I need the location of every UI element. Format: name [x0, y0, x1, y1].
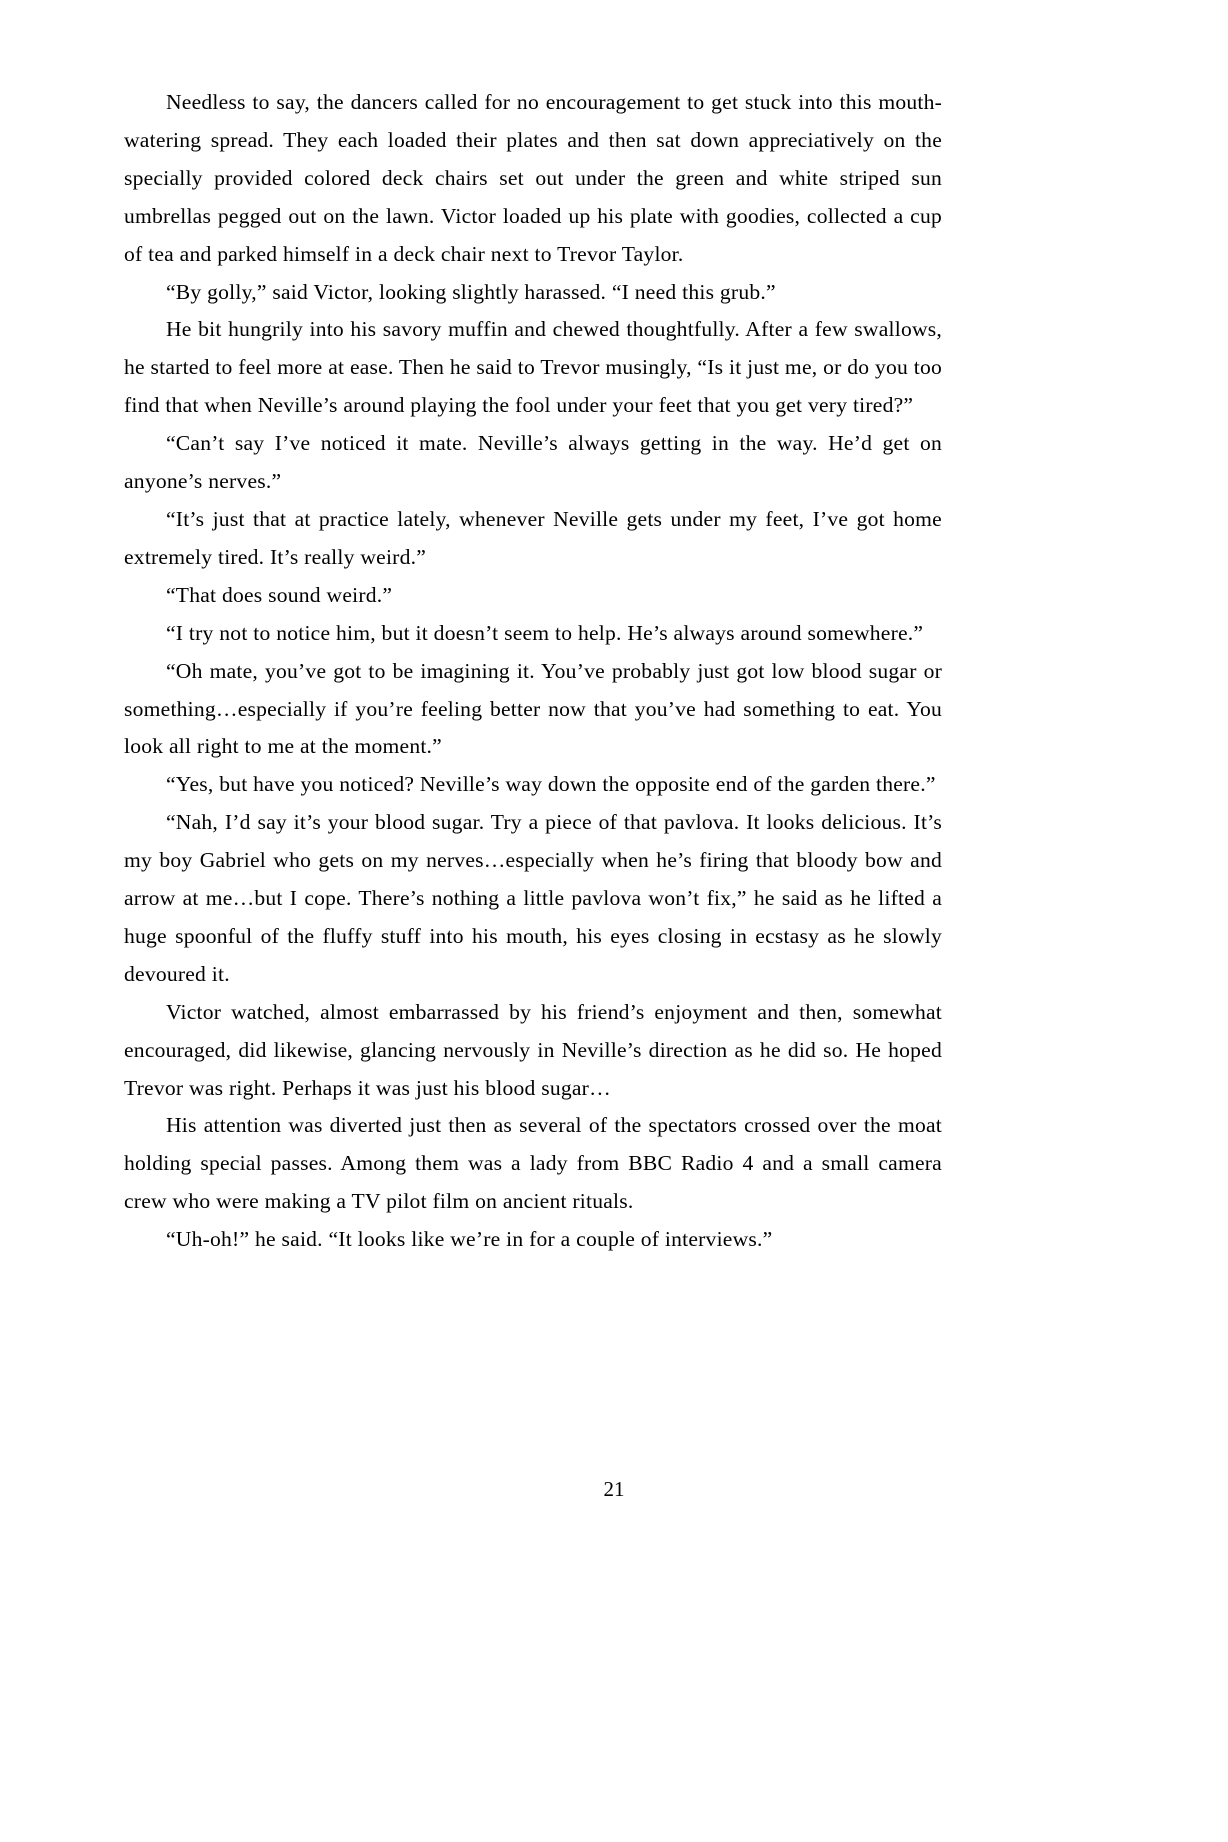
paragraph: “Uh-oh!” he said. “It looks like we’re in for a couple of interviews.” — [166, 1227, 773, 1252]
paragraph: His attention was diverted just then as several of the spectators crossed over the moat holding special passes. Among them was a lady from BBC Radio 4 and a small camera crew who were making a TV pilot film on ancient rituals. — [124, 1113, 942, 1214]
paragraph: “Can’t say I’ve noticed it mate. Neville’s always getting in the way. He’d get on anyone’s nerves.” — [124, 431, 942, 494]
paragraph: “By golly,” said Victor, looking slightly harassed. “I need this grub.” — [166, 279, 776, 304]
paragraph: “I try not to notice him, but it doesn’t seem to help. He’s always around somewhere.” — [166, 620, 924, 645]
paragraph: “Nah, I’d say it’s your blood sugar. Try a piece of that pavlova. It looks delicious. It’s my boy Gabriel who gets on my nerves…especially when he’s firing that bloody bow and arrow at me…but I cope. There’s nothing a little pavlova won’t fix,” he said as he lifted a huge spoonful of the fluffy stuff into his mouth, his eyes closing in ecstasy as he slowly devoured it. — [124, 810, 942, 986]
paragraph: “That does sound weird.” — [166, 582, 393, 607]
paragraph: Needless to say, the dancers called for no encouragement to get stuck into this mouth-watering spread. They each loaded their plates and then sat down appreciatively on the specially provided colored deck chairs set out under the green and white striped sun umbrellas pegged out on the lawn. Victor loaded up his plate with goodies, collected a cup of tea and parked himself in a deck chair next to Trevor Taylor. — [124, 90, 942, 266]
paragraph: He bit hungrily into his savory muffin and chewed thoughtfully. After a few swallows, he started to feel more at ease. Then he said to Trevor musingly, “Is it just me, or do you too find that when Neville’s around playing the fool under your feet that you get very tired?” — [124, 317, 942, 418]
paragraph: Victor watched, almost embarrassed by his friend’s enjoyment and then, somewhat encouraged, did likewise, glancing nervously in Neville’s direction as he did so. He hoped Trevor was right. Perhaps it was just his blood sugar… — [124, 999, 942, 1100]
paragraph: “Oh mate, you’ve got to be imagining it. You’ve probably just got low blood sugar or something…especially if you’re feeling better now that you’ve had something to eat. You look all right to me at the moment.” — [124, 658, 942, 759]
paragraph: “It’s just that at practice lately, whenever Neville gets under my feet, I’ve got home extremely tired. It’s really weird.” — [124, 506, 942, 569]
page-number: 21 — [603, 1477, 625, 1501]
body-text-column — [124, 84, 942, 1259]
paragraph: “Yes, but have you noticed? Neville’s way down the opposite end of the garden there.” — [166, 772, 936, 797]
